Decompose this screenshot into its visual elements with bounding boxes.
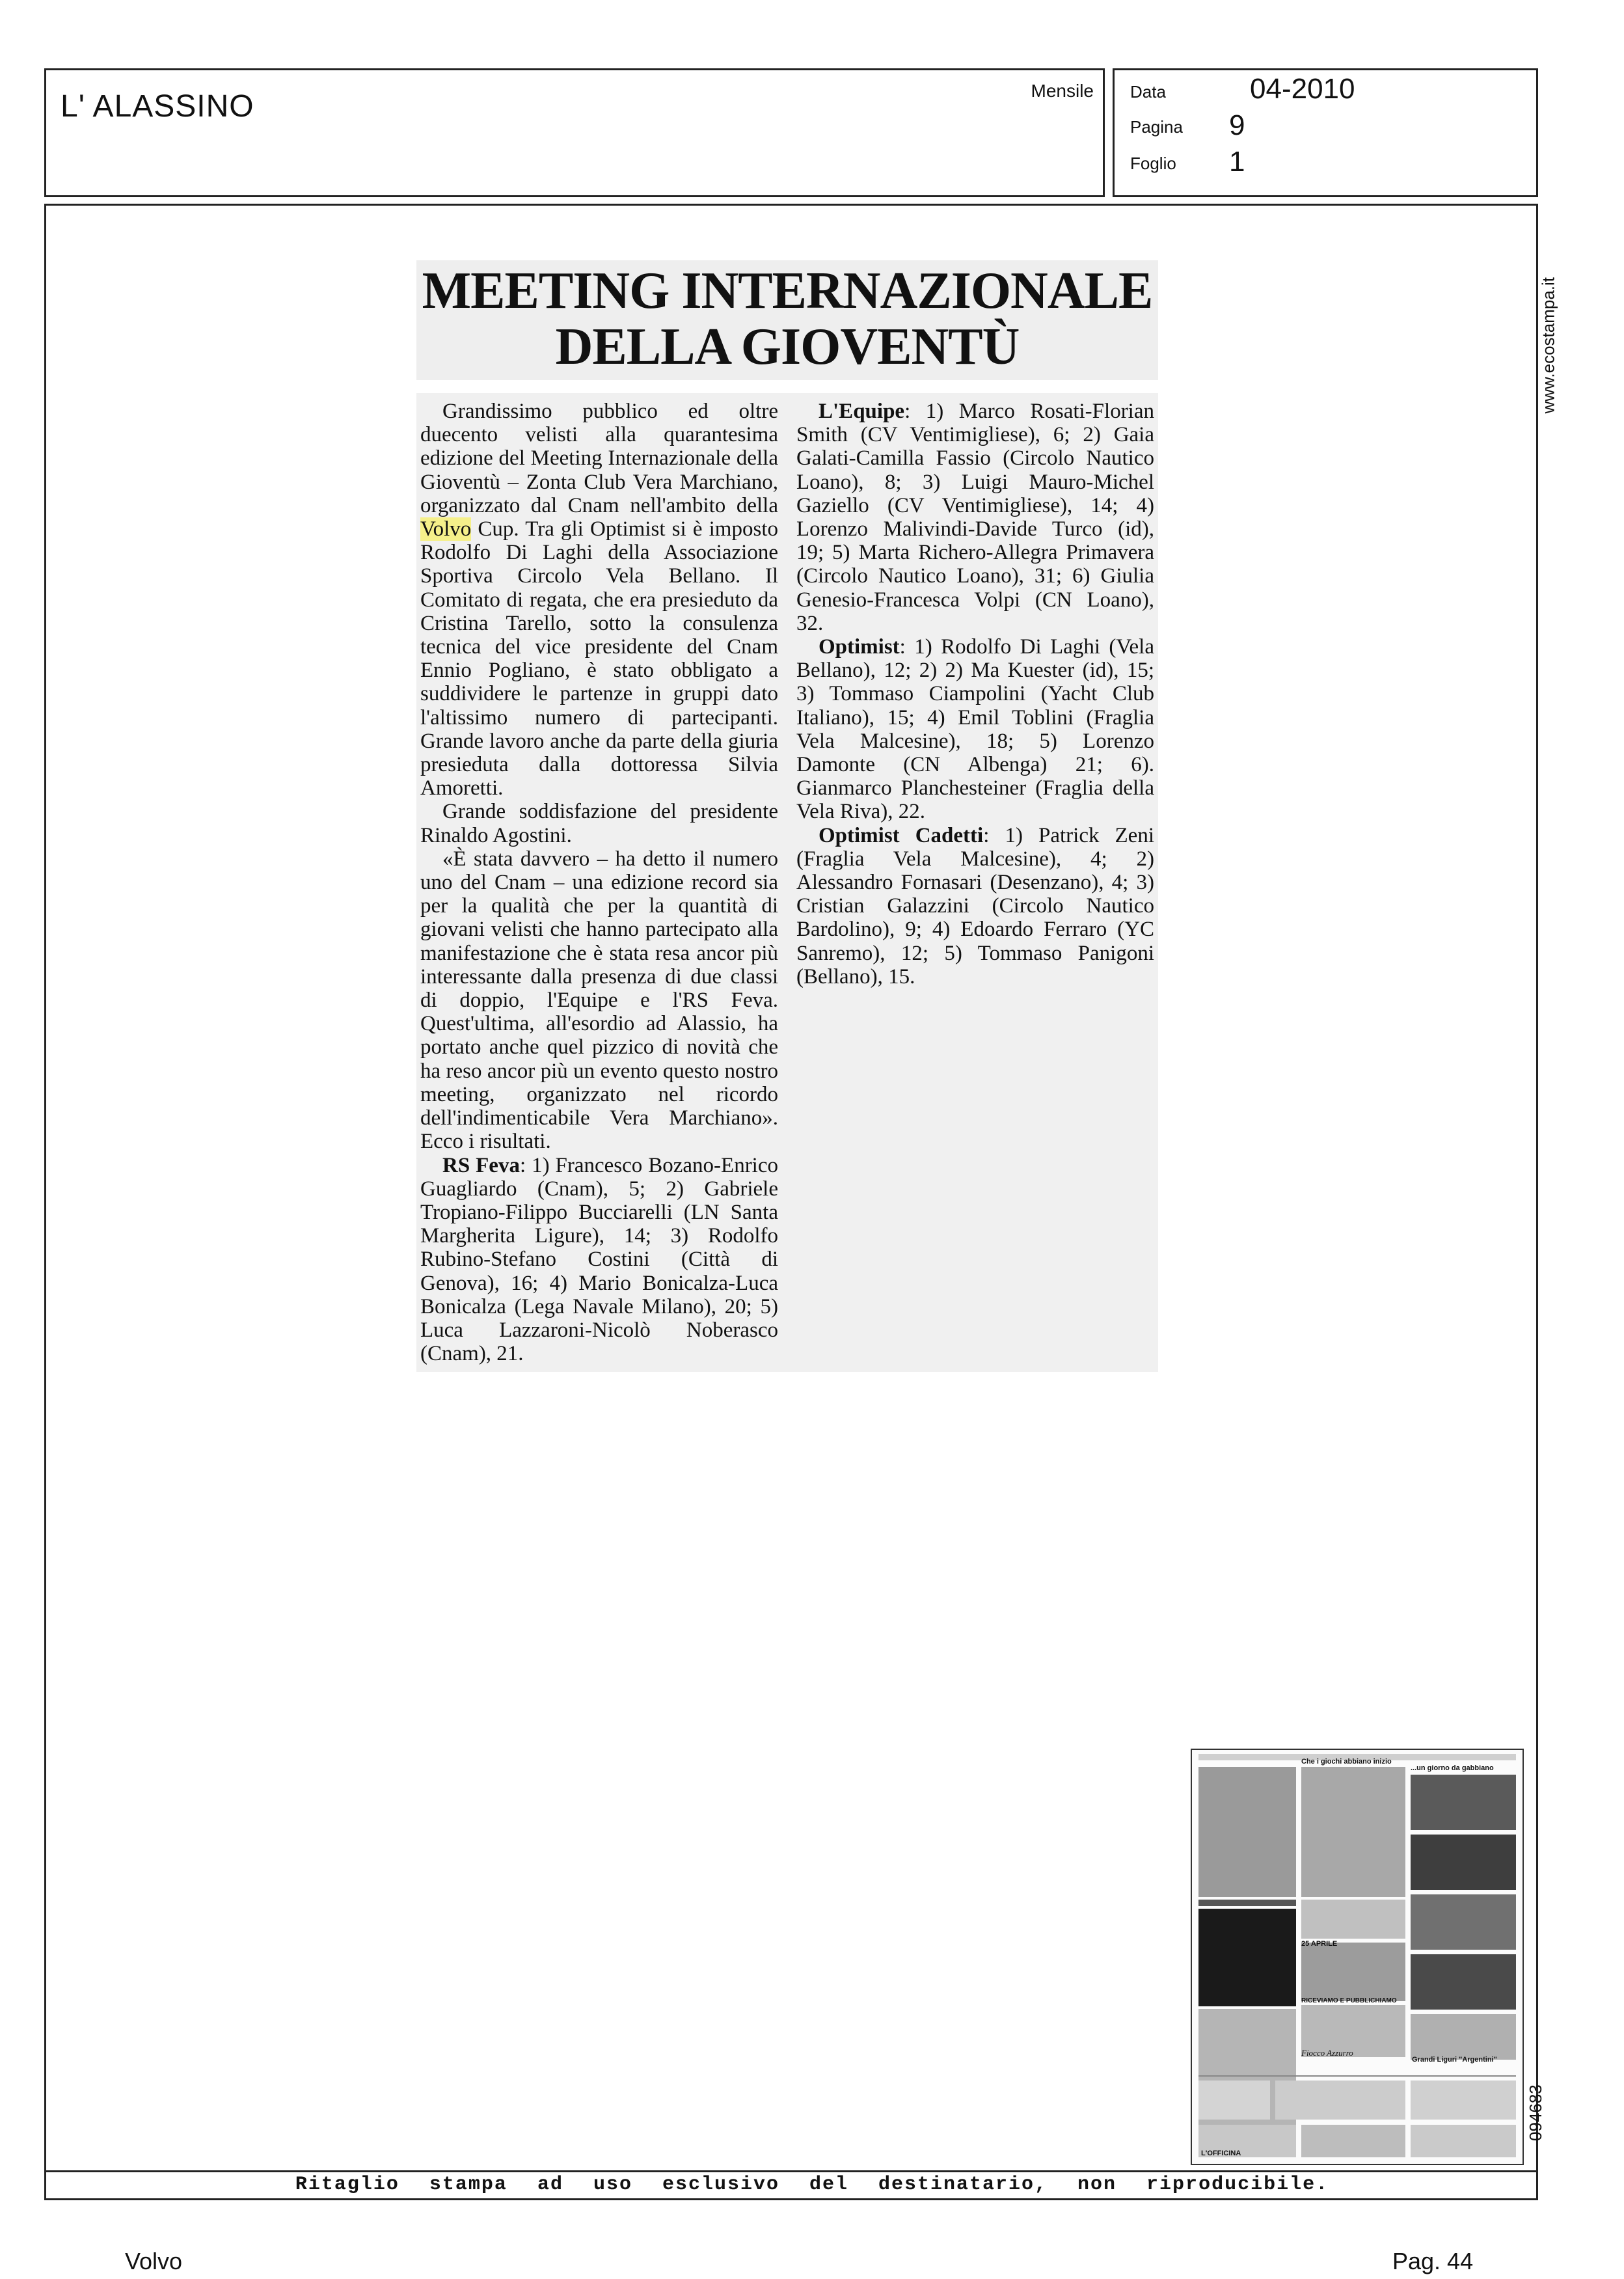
article [416, 260, 1158, 1372]
results-cadetti-label: Optimist Cadetti [819, 823, 984, 847]
data-value: 04-2010 [1250, 73, 1355, 105]
results-cadetti-text: : 1) Patrick Zeni (Fraglia Vela Malcesine), 4; 2) Alessandro Fornasari (Desenzano), 4; 3) Cristian Galazzini (Circolo Nautico Bardolino), 9; 4) Edoardo Ferraro (YC Sanremo), 12; 5) Tommaso Panigoni (Bellano), 15. [796, 823, 1154, 989]
publication-name: L' ALASSINO [61, 89, 254, 124]
header-meta-box [1113, 68, 1538, 197]
highlight-volvo: Volvo [420, 517, 472, 541]
results-equipe-label: L'Equipe [819, 400, 905, 423]
thumbnail-title-e: Fiocco Azzurro [1301, 2048, 1353, 2058]
paragraph-president: Grande soddisfazione del presidente Rinaldo Agostini. [420, 800, 778, 847]
ritaglio-notice: Ritaglio stampa ad uso esclusivo del destinatario, non riproducibile. [295, 2174, 1329, 2196]
article-column-right [796, 400, 1154, 1365]
results-optimist [796, 635, 1154, 824]
clipping-code: 094683 [1526, 2084, 1545, 2141]
footer-keyword: Volvo [125, 2248, 183, 2274]
footer-page-number: Pag. 44 [1392, 2248, 1474, 2274]
thumbnail-title-a: ...un giorno da gabbiano [1411, 1764, 1494, 1772]
results-rs-feva-label: RS Feva [442, 1153, 520, 1177]
periodicity: Mensile [1031, 81, 1094, 101]
pagina-label: Pagina [1130, 117, 1183, 137]
results-rs-feva [420, 1154, 778, 1366]
results-optimist-label: Optimist [819, 635, 900, 659]
thumbnail-title-g: L'OFFICINA [1201, 2149, 1241, 2157]
foglio-label: Foglio [1130, 154, 1176, 173]
results-equipe [796, 400, 1154, 635]
thumbnail-title-c: 25 APRILE [1301, 1940, 1338, 1948]
headline-line-1: MEETING INTERNAZIONALE [422, 262, 1153, 320]
thumbnail-title-b: Che i giochi abbiano inizio [1301, 1758, 1392, 1766]
pagina-value: 9 [1229, 109, 1245, 141]
header-publication-box [44, 68, 1105, 197]
data-label: Data [1130, 82, 1166, 102]
paragraph-quote: «È stata davvero – ha detto il numero uno del Cnam – una edizione record sia per la qualità che per la quantità di giovani velisti che hanno partecipato alla manifestazione che è stata resa ancor più interessante dalla presenza di due classi di doppio, l'Equipe e l'RS Feva. Quest'ultima, all'esordio ad Alassio, ha portato anche quel pizzico di novità che ha reso ancor più un evento questo nostro meeting, organizzato nel ricordo dell'indimenticabile Vera Marchiano». Ecco i risultati. [420, 847, 778, 1154]
paragraph-intro-text-a: Grandissimo pubblico ed oltre duecento velisti alla quarantesima edizione del Meeting Internazionale della Gioventù – Zonta Club Vera Marchiano, organizzato dal Cnam nell'ambito della [420, 400, 778, 517]
headline-line-2: DELLA GIOVENTÙ [555, 318, 1020, 375]
paragraph-intro-text-b: Cup. Tra gli Optimist si è imposto Rodolfo Di Laghi della Associazione Sportiva Circolo Vela Bellano. Il Comitato di regata, che era presieduto da Cristina Tarello, sotto la consulenza tecnica del vice presidente del Cnam Ennio Pogliano, è stato obbligato a suddividere le partenze in gruppi dato l'altissimo numero di partecipanti. Grande lavoro anche da parte della giuria presieduta dalla dottoressa Silvia Amoretti. [420, 517, 778, 800]
results-rs-feva-text: : 1) Francesco Bozano-Enrico Guagliardo (Cnam), 5; 2) Gabriele Tropiano-Filippo Bucciarelli (LN Santa Margherita Ligure), 14; 3) Rodolfo Rubino-Stefano Costini (Città di Genova), 16; 4) Mario Bonicalza-Luca Bonicalza (Lega Navale Milano), 20; 5) Luca Lazzaroni-Nicolò Noberasco (Cnam), 21. [420, 1153, 778, 1366]
article-headline [416, 260, 1158, 380]
article-column-left [420, 400, 778, 1365]
paragraph-intro [420, 400, 778, 800]
ecostampa-url: www.ecostampa.it [1538, 277, 1558, 414]
results-equipe-text: : 1) Marco Rosati-Florian Smith (CV Ventimigliese), 6; 2) Gaia Galati-Camilla Fassio (Circolo Nautico Loano), 8; 3) Luigi Mauro-Michel Gaziello (CV Ventimigliese), 14; 4) Lorenzo Malivindi-Davide Turco (id), 19; 5) Marta Richero-Allegra Primavera (Circolo Nautico Loano), 31; 6) Giulia Genesio-Francesca Volpi (CN Loano), 32. [796, 400, 1154, 635]
thumbnail-title-d: RICEVIAMO E PUBBLICHIAMO [1301, 1997, 1397, 2004]
thumbnail-drawing [1192, 1750, 1522, 2164]
results-optimist-text: : 1) Rodolfo Di Laghi (Vela Bellano), 12; 2) 2) Ma Kuester (id), 15; 3) Tommaso Ciampolini (Yacht Club Italiano), 15; 4) Emil Toblini (Fraglia Vela Malcesine), 18; 5) Lorenzo Damonte (CN Albenga) 21; 6). Gianmarco Planchesteiner (Fraglia della Vela Riva), 22. [796, 635, 1154, 824]
thumbnail-title-f: Grandi Liguri "Argentini" [1412, 2056, 1497, 2064]
ritaglio-divider [44, 2170, 1538, 2172]
article-body [416, 393, 1158, 1372]
foglio-value: 1 [1229, 146, 1245, 178]
results-optimist-cadetti [796, 824, 1154, 989]
page-thumbnail [1191, 1749, 1524, 2165]
